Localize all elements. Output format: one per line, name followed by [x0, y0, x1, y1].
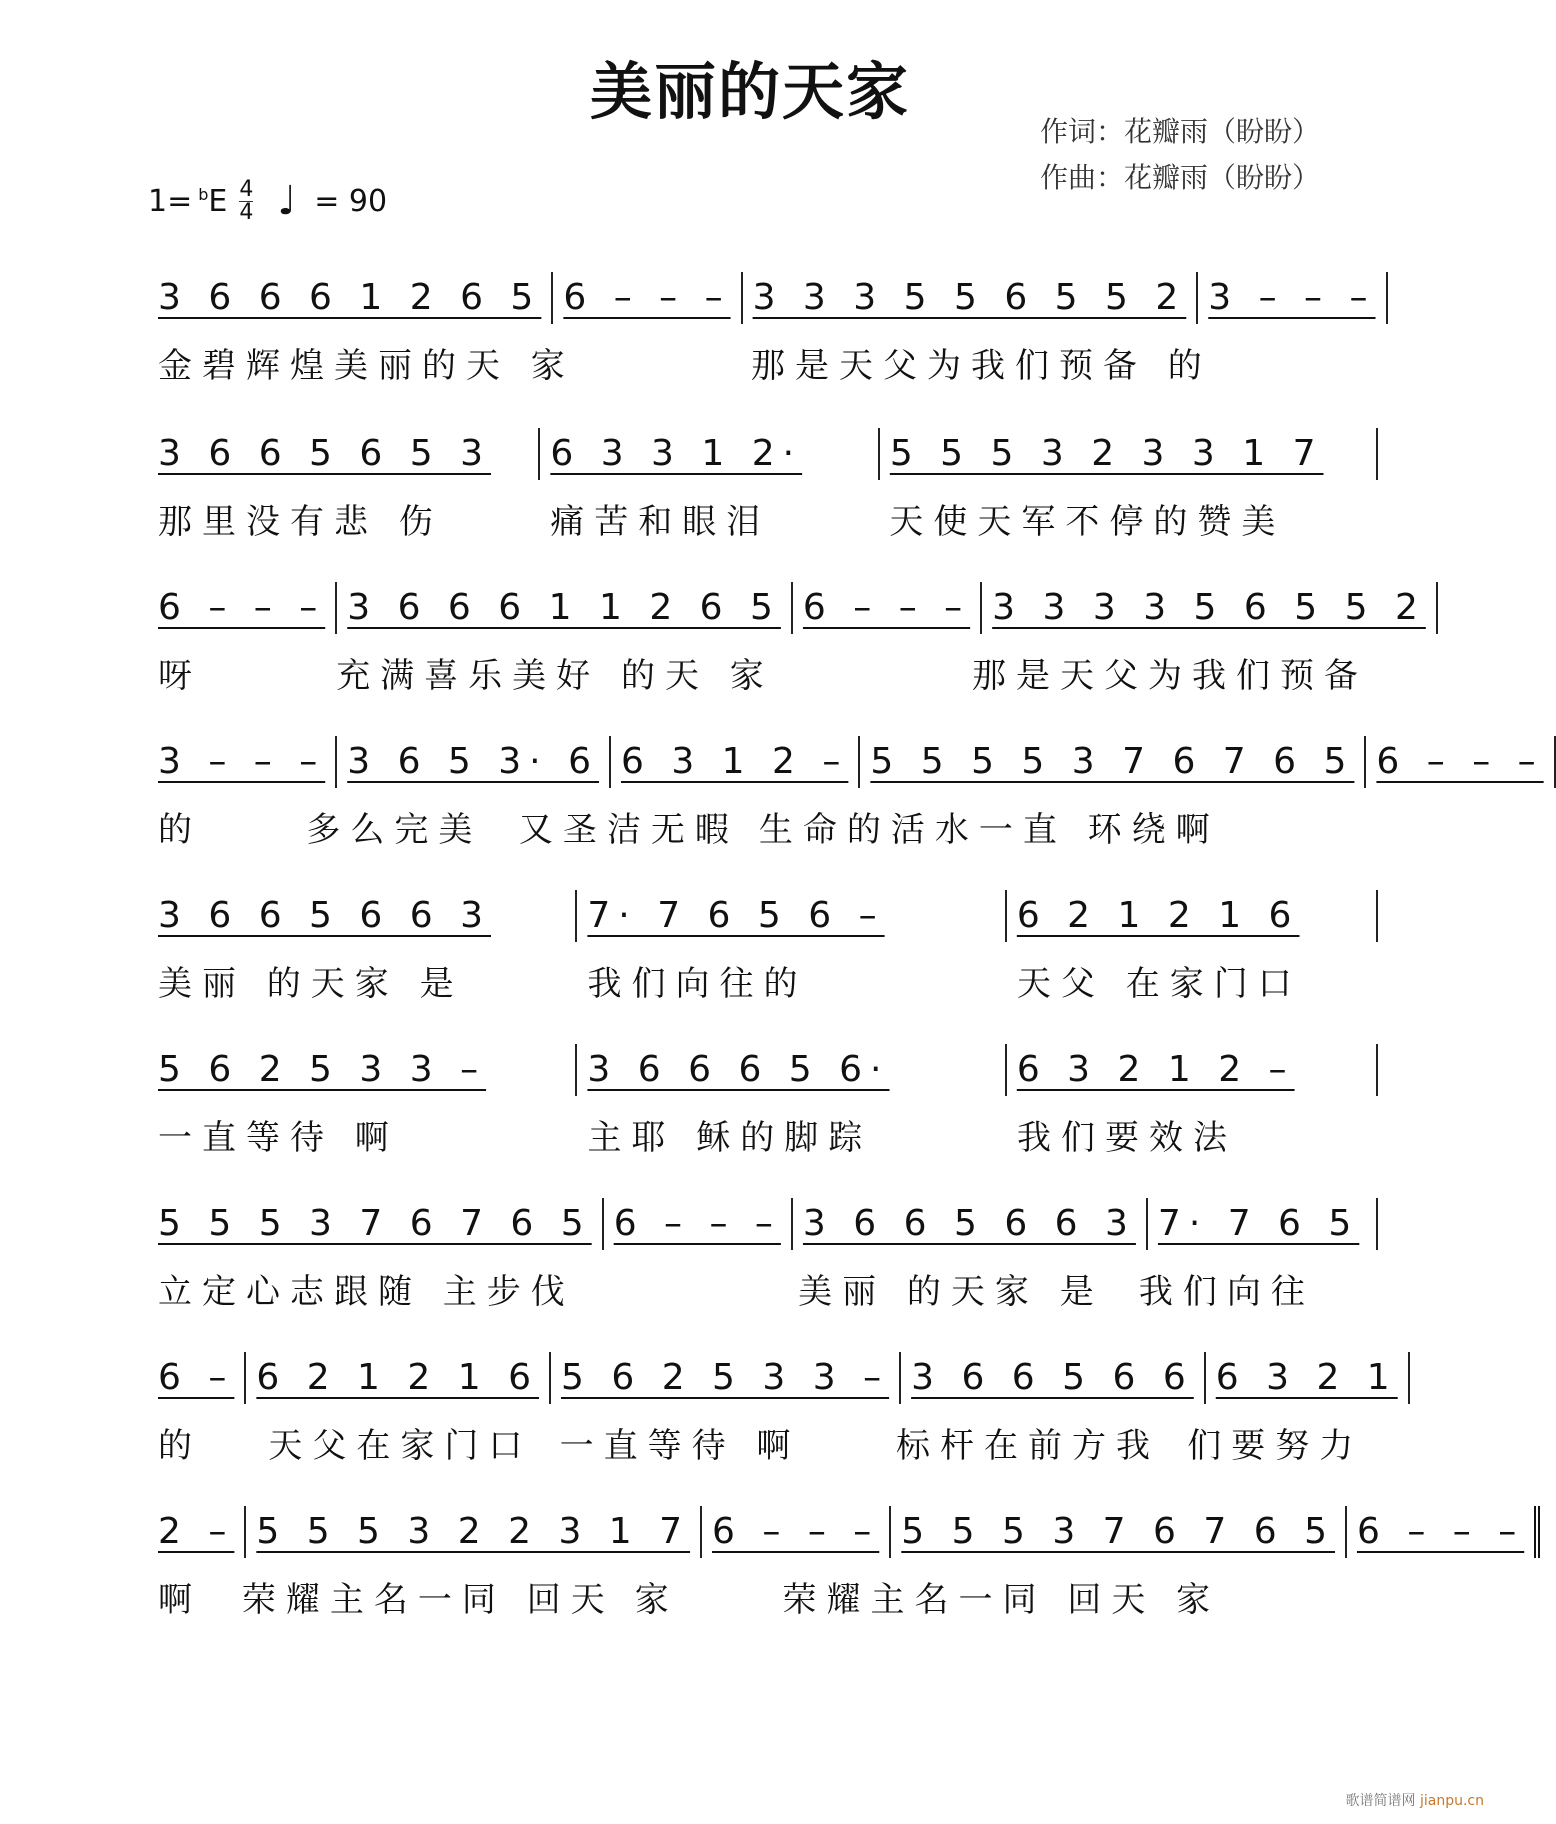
measure: 6 – – –	[793, 582, 982, 634]
lyric-segment: 我们要效法	[1017, 1118, 1237, 1158]
lyric-segment: 主耶 稣的脚踪	[587, 1118, 873, 1158]
watermark-cn: 歌谱简谱网	[1345, 1793, 1416, 1809]
lyric-segment: 那里没有悲 伤	[158, 502, 443, 542]
time-bottom: 4	[239, 199, 254, 225]
score-system	[148, 268, 1378, 387]
watermark	[1346, 1790, 1484, 1810]
lyric-segment: 天父在家门口	[268, 1426, 533, 1466]
measure: 6 – – –	[702, 1506, 891, 1558]
composer-credit: 作曲：花瓣雨（盼盼）	[1040, 161, 1321, 194]
lyric-segment	[585, 1264, 788, 1313]
lyric-segment	[585, 338, 741, 387]
measure: 5 6 2 5 3 3 –	[148, 1044, 577, 1096]
measure: 7· 7 6 5 6 –	[577, 890, 1006, 942]
lyrics-row	[148, 1110, 1378, 1159]
tempo: = 90	[314, 183, 388, 219]
notes-row	[148, 424, 1378, 480]
measure: 5 5 5 3 7 6 7 6 5	[891, 1506, 1347, 1558]
lyrics-row	[148, 1264, 1378, 1313]
measure: 3 3 3 3 5 6 5 5 2	[982, 582, 1438, 634]
lyric-segment: 痛苦和眼泪	[550, 502, 771, 542]
measure: 3 3 3 5 5 6 5 5 2	[743, 272, 1199, 324]
measure: 3 – – –	[1198, 272, 1387, 324]
measure: 6 3 2 1	[1206, 1352, 1410, 1404]
key-note	[198, 184, 227, 219]
measure: 3 6 5 3· 6	[337, 736, 611, 788]
lyric-segment: 荣耀主名一同 回天 家	[782, 1580, 1221, 1620]
notes-row	[148, 1194, 1378, 1250]
time-signature	[239, 176, 254, 225]
lyrics-row	[148, 338, 1378, 387]
lyric-segment: 一直等待 啊	[559, 1426, 801, 1466]
measure: 6 – – –	[1366, 736, 1555, 788]
lyric-segment: 那是天父为我们预备	[972, 656, 1368, 696]
lyric-segment: 金碧辉煌美丽的天 家	[158, 346, 575, 386]
measure: 6 2 1 2 1 6	[1007, 890, 1378, 942]
measure: 5 6 2 5 3 3 –	[551, 1352, 901, 1404]
lyrics-row	[148, 1572, 1378, 1621]
quarter-note-icon: ♩	[277, 178, 297, 224]
measure: 3 6 6 5 6 6	[901, 1352, 1206, 1404]
lyric-segment: 一直等待 啊	[158, 1118, 399, 1158]
key-signature	[148, 178, 387, 224]
measure: 5 5 5 3 2 2 3 1 7	[246, 1506, 702, 1558]
measure: 3 6 6 5 6 6 3	[148, 890, 577, 942]
lyric-segment	[1222, 338, 1378, 387]
measure: 6 –	[148, 1352, 246, 1404]
lyric-segment: 我们向往	[1138, 1272, 1315, 1312]
measure: 2 –	[148, 1506, 246, 1558]
measure: 6 – – –	[604, 1198, 793, 1250]
notes-row	[148, 886, 1378, 942]
lyric-segment: 天父 在家门口	[1017, 964, 1302, 1004]
lyric-segment: 那是天父为我们预备 的	[751, 346, 1212, 386]
notes-row	[148, 1502, 1525, 1558]
measure: 6 2 1 2 1 6	[246, 1352, 551, 1404]
lyrics-row	[148, 1418, 1378, 1467]
notes-row	[148, 1348, 1398, 1404]
lyric-segment: 美丽 的天家 是	[798, 1272, 1104, 1312]
measure: 6 – – –	[1347, 1506, 1540, 1558]
score-system	[148, 1040, 1378, 1159]
lyric-segment: 生命的活水一直 环绕啊	[758, 810, 1220, 850]
measure: 5 5 5 3 7 6 7 6 5	[148, 1198, 604, 1250]
key-note-letter: E	[208, 183, 228, 219]
lyric-segment	[1230, 1572, 1378, 1621]
lyric-segment: 呀	[158, 656, 202, 696]
lyric-segment: 荣耀主名一同 回天	[241, 1580, 615, 1620]
measure: 3 6 6 6 1 2 6 5	[148, 272, 553, 324]
lyrics-row	[148, 802, 1378, 851]
lyric-segment: 充满喜乐美好 的天 家	[336, 656, 774, 696]
key-tonic: 1=	[148, 183, 193, 219]
lyric-segment	[1230, 802, 1378, 851]
measure: 3 6 6 6 1 1 2 6 5	[337, 582, 793, 634]
measure: 6 – – –	[553, 272, 742, 324]
measure: 7· 7 6 5	[1148, 1198, 1378, 1250]
measure: 5 5 5 5 3 7 6 7 6 5	[860, 736, 1366, 788]
notes-row	[148, 1040, 1378, 1096]
measure: 6 3 2 1 2 –	[1007, 1044, 1378, 1096]
score-system	[148, 1194, 1378, 1313]
score-system	[148, 1348, 1398, 1467]
score-system	[148, 424, 1378, 543]
measure: 5 5 5 3 2 3 3 1 7	[880, 428, 1378, 480]
lyric-segment: 啊	[158, 1580, 202, 1620]
lyric-segment: 多么完美	[306, 810, 483, 850]
lyric-segment: 美丽 的天家 是	[158, 964, 464, 1004]
lyric-segment: 的	[158, 810, 202, 850]
lyricist-credit: 作词：花瓣雨（盼盼）	[1040, 115, 1321, 148]
lyrics-row	[148, 648, 1378, 697]
lyric-segment: 天使天军不停的赞美	[889, 502, 1286, 542]
measure: 6 3 1 2 –	[611, 736, 860, 788]
measure: 6 – – –	[148, 582, 337, 634]
lyrics-row	[148, 956, 1378, 1005]
measure: 3 – – –	[148, 736, 337, 788]
song-title: 美丽的天家	[589, 55, 910, 128]
score-system	[148, 732, 1544, 851]
notes-row	[148, 732, 1544, 788]
notes-row	[148, 268, 1378, 324]
lyrics-row	[148, 494, 1378, 543]
measure: 3 6 6 6 5 6·	[577, 1044, 1006, 1096]
score-system	[148, 578, 1426, 697]
lyric-segment: 标杆在前方我	[896, 1426, 1161, 1466]
watermark-en: jianpu.cn	[1419, 1793, 1484, 1809]
measure: 3 6 6 5 6 5 3	[148, 428, 540, 480]
time-top: 4	[239, 176, 254, 202]
notes-row	[148, 578, 1426, 634]
flat-sign: b	[198, 184, 209, 204]
measure: 6 3 3 1 2·	[540, 428, 879, 480]
lyric-segment	[784, 648, 962, 697]
score-system	[148, 1502, 1525, 1621]
measure: 3 6 6 5 6 6 3	[793, 1198, 1148, 1250]
lyric-segment: 的	[158, 1426, 202, 1466]
lyric-segment: 们要努力	[1187, 1426, 1364, 1466]
lyric-segment: 我们向往的	[587, 964, 808, 1004]
lyric-segment: 又圣洁无暇	[518, 810, 739, 850]
lyric-segment: 家	[634, 1580, 679, 1620]
lyric-segment: 立定心志跟随 主步伐	[158, 1272, 575, 1312]
score-system	[148, 886, 1378, 1005]
